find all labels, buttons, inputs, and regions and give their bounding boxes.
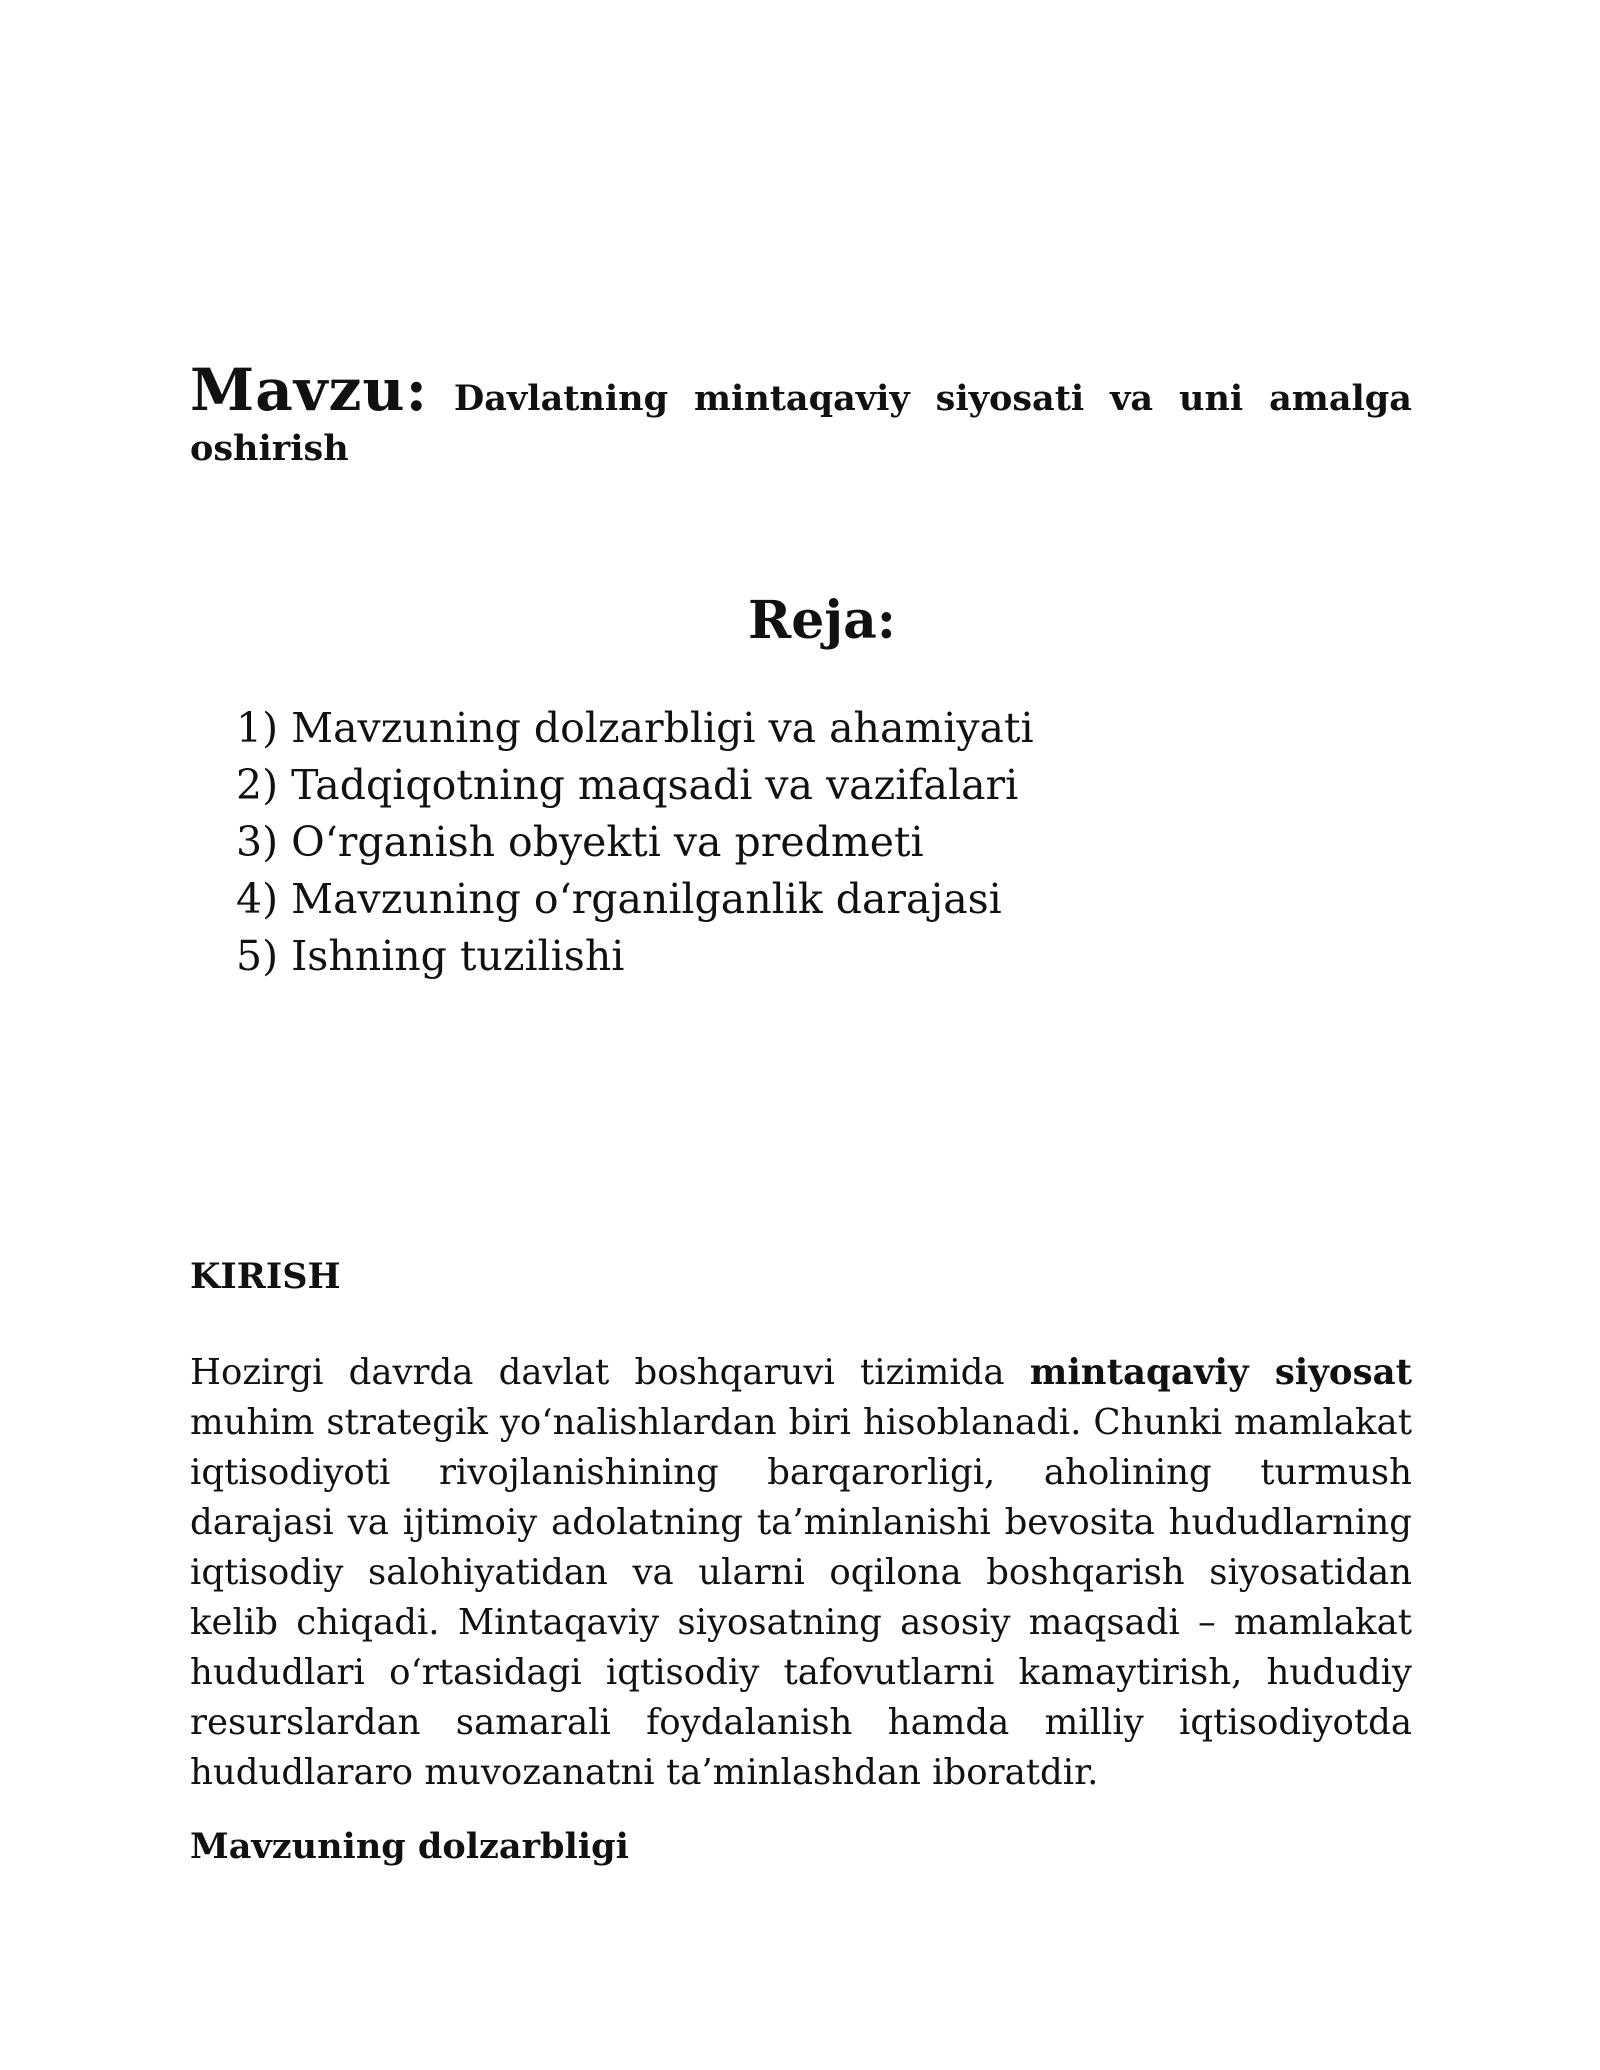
topic-word: mintaqaviy	[693, 378, 910, 419]
plan-item: 1) Mavzuning dolzarbligi va ahamiyati	[236, 704, 1034, 752]
topic-word: Davlatning	[453, 378, 669, 419]
plan-item: 5) Ishning tuzilishi	[236, 932, 625, 980]
paragraph-text: muhim strategik yo‘nalishlardan biri hisoblanadi. Chunki mamlakat iqtisodiyoti rivojlanishining barqarorligi, aholining turmush darajasi va ijtimoiy adolatning ta’minlanishi bevosita hududlarning iqtisodiy salohiyatidan va ularni oqilona boshqarish siyosatidan kelib chiqadi. Mintaqaviy siyosatning asosiy maqsadi – mamlakat hududlari o‘rtasidagi iqtisodiy tafovutlarni kamaytirish, hududiy resurslardan samarali foydalanish hamda milliy iqtisodiyotda hududlararo muvozanatni ta’minlashdan iboratdir.	[190, 1402, 1412, 1793]
topic-label: Mavzu:	[190, 356, 428, 424]
topic-title-continuation: oshirish	[190, 428, 349, 469]
relevance-heading: Mavzuning dolzarbligi	[190, 1826, 629, 1867]
introduction-paragraph	[190, 1348, 1412, 1798]
plan-list	[236, 700, 1034, 985]
topic-title	[190, 356, 1412, 469]
introduction-heading: KIRISH	[190, 1256, 341, 1297]
topic-title-line	[190, 356, 1412, 424]
plan-item: 3) O‘rganish obyekti va predmeti	[236, 818, 924, 866]
topic-word: va	[1110, 378, 1154, 419]
topic-word: amalga	[1269, 378, 1412, 419]
topic-word: siyosati	[935, 378, 1085, 419]
paragraph-emphasis: mintaqaviy siyosat	[1029, 1352, 1412, 1393]
plan-item: 4) Mavzuning o‘rganilganlik darajasi	[236, 875, 1002, 923]
plan-heading: Reja:	[747, 590, 896, 651]
plan-item: 2) Tadqiqotning maqsadi va vazifalari	[236, 761, 1019, 809]
topic-word: uni	[1179, 378, 1244, 419]
paragraph-text: Hozirgi davrda davlat boshqaruvi tizimida	[190, 1352, 1030, 1393]
